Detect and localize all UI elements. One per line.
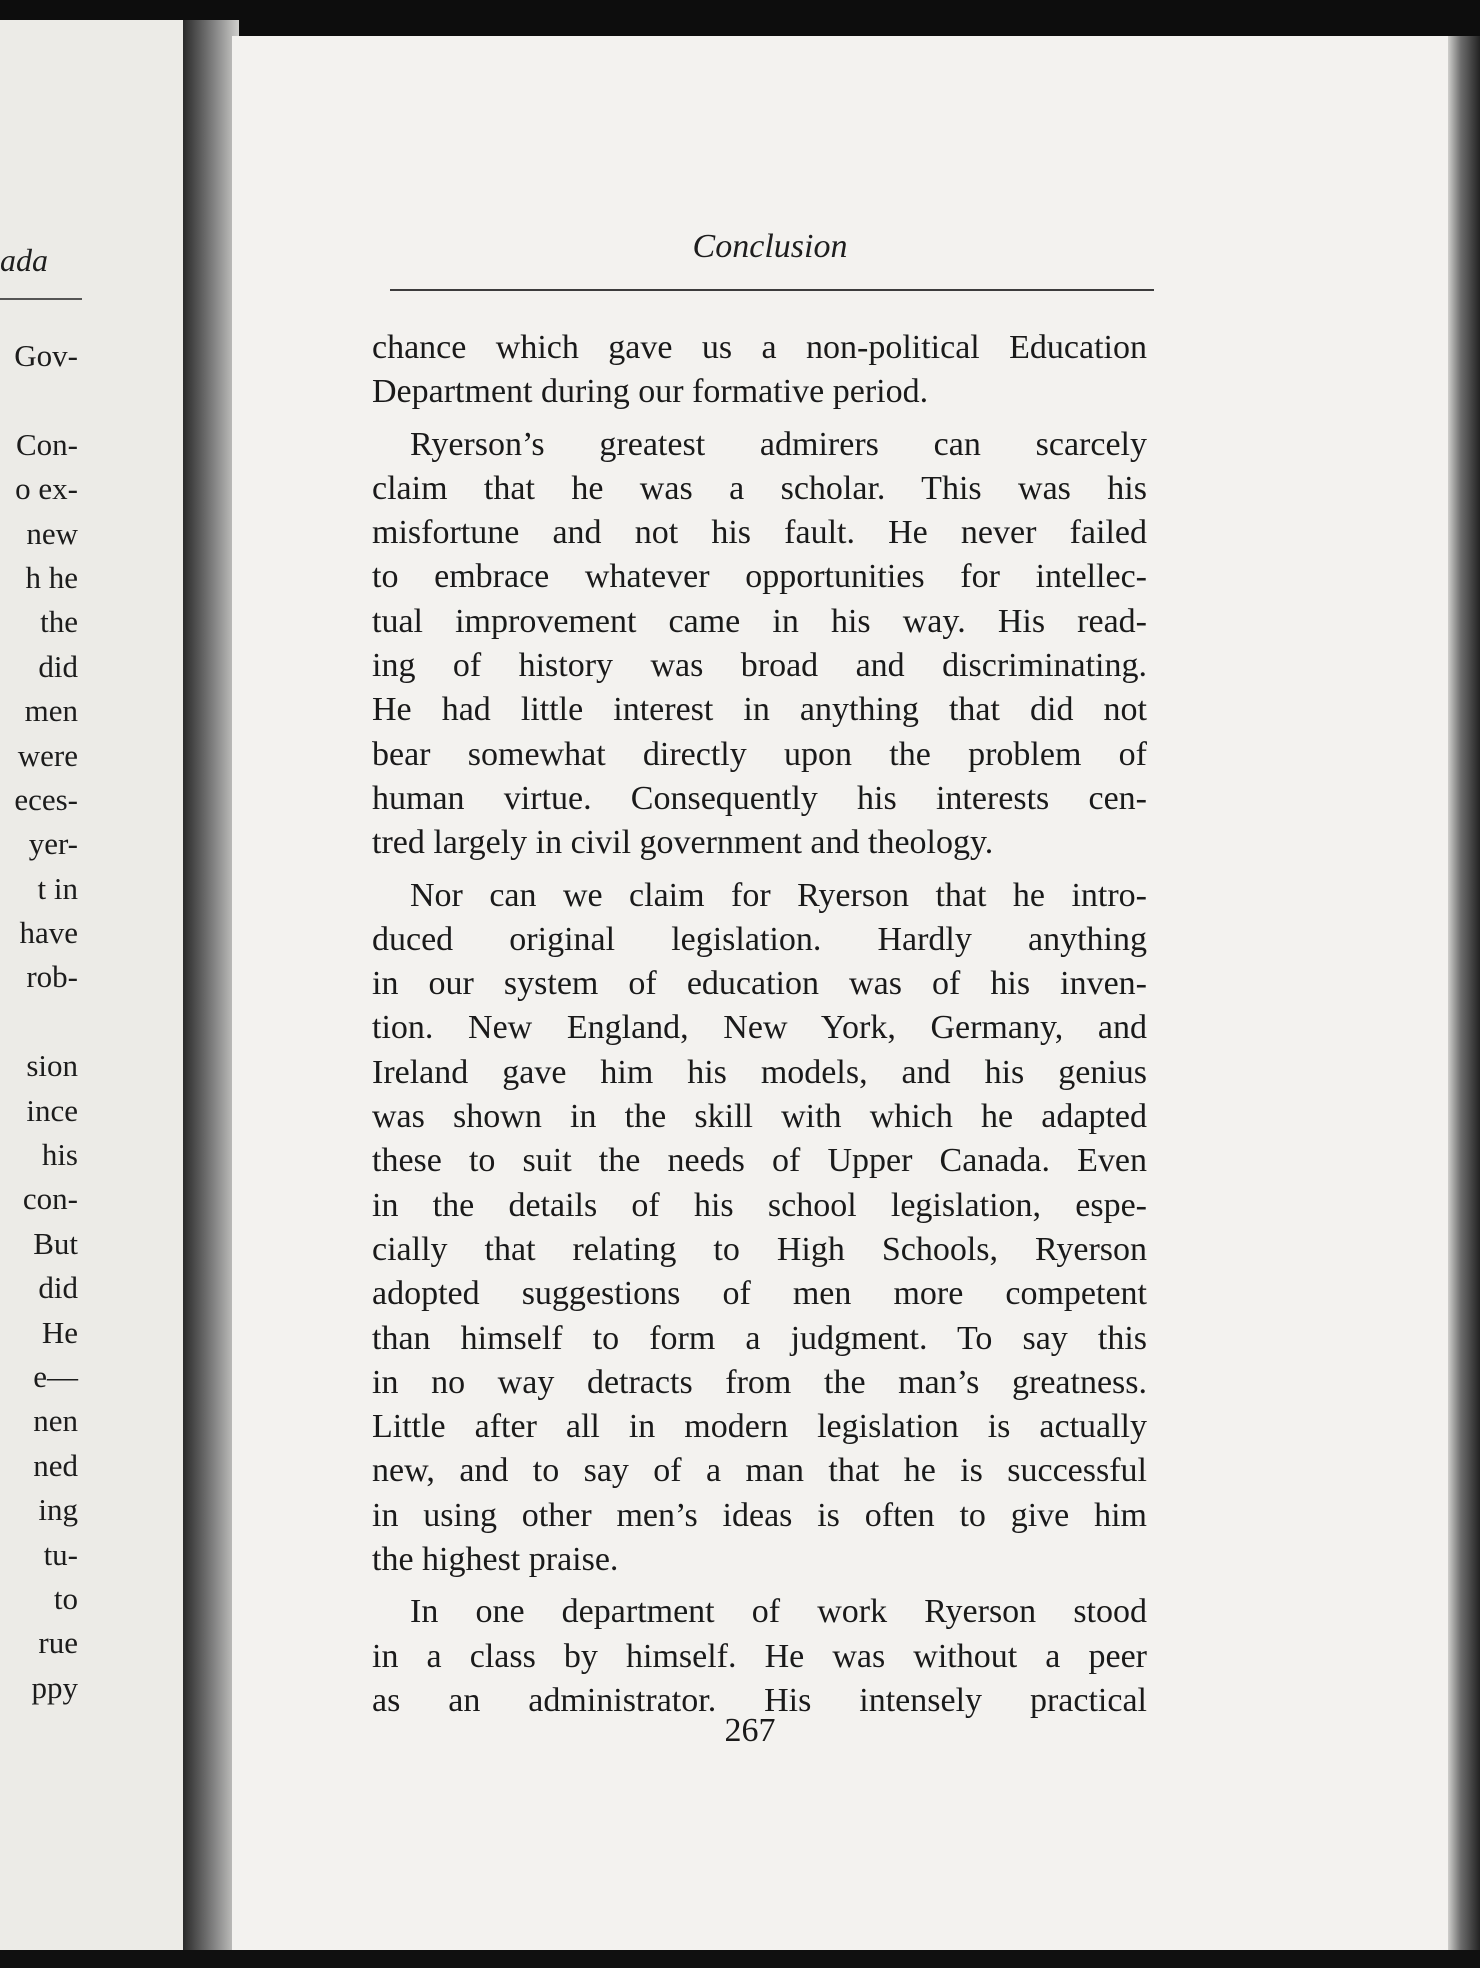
paragraph-gap (372, 1582, 1147, 1590)
facing-page-line: have (19, 915, 78, 951)
facing-page-line: to (53, 1580, 78, 1616)
text-line: to embrace whatever opportunities for intellec- (372, 558, 1147, 596)
paragraph (372, 326, 1147, 415)
text-line: adopted suggestions of men more competent (372, 1275, 1147, 1313)
facing-page-line: ned (33, 1447, 78, 1483)
facing-page-line: e— (33, 1358, 78, 1394)
text-line: in a class by himself. He was without a peer (372, 1637, 1147, 1675)
facing-page-line: rob- (26, 959, 78, 995)
text-line: ing of history was broad and discriminating. (372, 647, 1147, 685)
text-line: Ryerson’s greatest admirers can scarcely (410, 425, 1147, 463)
facing-page-line: his (41, 1137, 78, 1173)
text-line: misfortune and not his fault. He never failed (372, 514, 1147, 552)
facing-page-line: nen (33, 1403, 78, 1439)
body-text (372, 326, 1147, 1723)
facing-page-line: ince (26, 1092, 78, 1128)
facing-page-line: new (26, 515, 78, 551)
text-line: in using other men’s ideas is often to give him (372, 1496, 1147, 1534)
facing-page-line: He (41, 1314, 78, 1350)
text-line: as an administrator. His intensely practical (372, 1681, 1147, 1719)
facing-page-line: t in (37, 870, 78, 906)
text-line: claim that he was a scholar. This was his (372, 469, 1147, 507)
paragraph (372, 1590, 1147, 1723)
text-line: cially that relating to High Schools, Ryerson (372, 1230, 1147, 1268)
running-head: Conclusion (692, 228, 848, 265)
facing-page-line: did (38, 648, 78, 684)
facing-page-line: eces- (14, 781, 78, 817)
text-line: tual improvement came in his way. His read- (372, 602, 1147, 640)
page-number: 267 (724, 1712, 776, 1749)
facing-page-line: were (17, 737, 78, 773)
facing-page-line: Gov- (14, 338, 78, 373)
text-line: in our system of education was of his inven- (372, 965, 1147, 1003)
facing-page-text-fragments (0, 334, 78, 1710)
facing-page-line: ing (38, 1492, 78, 1528)
text-line: than himself to form a judgment. To say this (372, 1319, 1147, 1357)
text-line: He had little interest in anything that did not (372, 691, 1147, 729)
running-head-rule (390, 289, 1154, 291)
facing-page-line: But (33, 1225, 78, 1261)
paragraph (372, 423, 1147, 866)
facing-page-line: tu- (43, 1536, 78, 1572)
paragraph-gap (372, 415, 1147, 423)
text-line: in no way detracts from the man’s greatness. (372, 1363, 1147, 1401)
text-line: new, and to say of a man that he is successful (372, 1452, 1147, 1490)
facing-page-line: men (24, 693, 78, 729)
facing-page-line: o ex- (15, 471, 78, 507)
facing-page-line: yer- (28, 826, 78, 862)
facing-page-head-rule (0, 298, 82, 300)
text-line: tred largely in civil government and theology. (372, 824, 994, 862)
facing-page-line (0, 378, 78, 422)
facing-page-line: ppy (31, 1669, 78, 1705)
facing-page-line: Con- (16, 426, 78, 462)
facing-page-line: did (38, 1270, 78, 1306)
facing-page-line: sion (26, 1048, 78, 1084)
text-line: chance which gave us a non-political Education (372, 329, 1147, 366)
page-edge-shadow (1448, 36, 1480, 1968)
text-line: Nor can we claim for Ryerson that he intro- (410, 876, 1147, 914)
text-line: Department during our formative period. (372, 373, 929, 411)
facing-page-line: h he (25, 559, 78, 595)
paragraph (372, 874, 1147, 1583)
text-line: in the details of his school legislation, espe- (372, 1186, 1147, 1224)
text-line: Little after all in modern legislation is actually (372, 1408, 1147, 1446)
text-line: bear somewhat directly upon the problem of (372, 735, 1147, 773)
text-line: the highest praise. (372, 1541, 619, 1579)
facing-page-line: the (40, 604, 78, 640)
facing-page-line: rue (38, 1625, 78, 1661)
text-line: these to suit the needs of Upper Canada. Even (372, 1142, 1147, 1180)
text-line: Ireland gave him his models, and his genius (372, 1053, 1147, 1091)
text-line: was shown in the skill with which he adapted (372, 1098, 1147, 1136)
facing-page-line: con- (22, 1181, 78, 1217)
text-line: duced original legislation. Hardly anything (372, 920, 1147, 958)
paragraph-gap (372, 866, 1147, 874)
text-line: human virtue. Consequently his interests cen- (372, 779, 1147, 817)
book-gutter (183, 20, 239, 1960)
facing-page-line (0, 1000, 78, 1044)
scan-bottom-border (0, 1950, 1480, 1968)
text-line: tion. New England, New York, Germany, and (372, 1009, 1147, 1047)
facing-page (0, 20, 200, 1950)
facing-page-running-head: ada (0, 242, 48, 278)
text-line: In one department of work Ryerson stood (410, 1593, 1147, 1631)
